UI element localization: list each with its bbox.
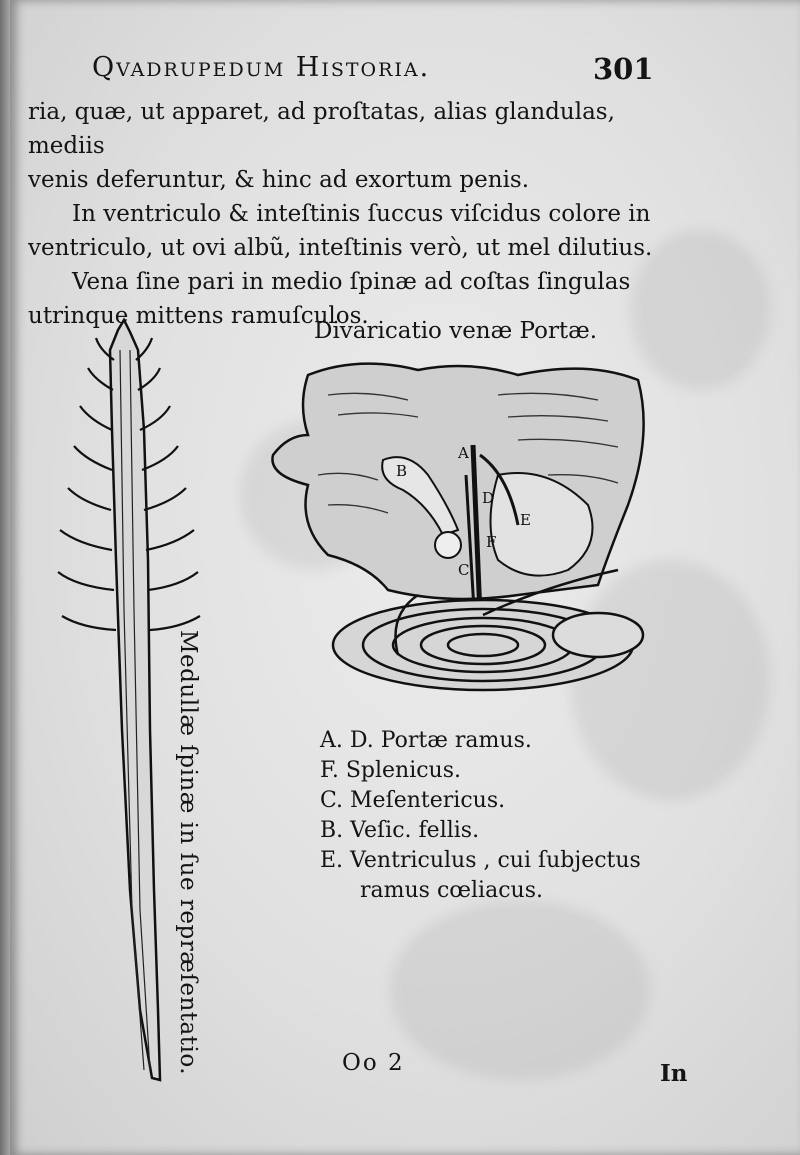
running-title: Qvadrupedum Historia. [92,52,431,83]
text-line: venis deferuntur, & hinc ad exortum penis. [28,167,530,193]
text-line: Vena ſine pari in medio ſpinæ ad coſtas ſingulas [72,269,631,295]
legend-item: A. D. Portæ ramus. [320,728,532,753]
text-line: In ventriculo & inteſtinis ſuccus viſcidus colore in [72,201,651,227]
body-text [28,95,668,333]
figure-letter-f: F [486,533,497,551]
page-number: 301 [593,52,654,86]
legend-item: E. Ventriculus , cui ſubjectus [320,848,641,873]
figure-letter-a: A [458,444,469,462]
text-line: utrinque mittens ramuſculos. [28,303,369,329]
spinal-cord-caption: Medullæ ſpinæ in ſue repræſentatio. [175,630,201,1076]
spinal-cord-illustration [40,310,260,1090]
text-line: ria, quæ, ut apparet, ad proſtatas, alias glandulas, mediis [28,99,615,159]
legend-item: F. Splenicus. [320,758,462,783]
figure-letter-e: E [520,511,531,529]
legend-item: B. Veſic. fellis. [320,818,480,843]
figure-legend [320,726,641,906]
legend-item: C. Meſentericus. [320,788,506,813]
legend-continuation: ramus cœliacus. [360,878,543,903]
figure-caption: Divaricatio venæ Portæ. [314,318,598,344]
figure-letter-d: D [482,489,495,507]
catchword: In [660,1060,688,1087]
text-line: ventriculo, ut ovi albũ, inteſtinis verò, ut mel dilutius. [28,235,653,261]
figure-letter-b: B [396,462,408,480]
portal-vein-illustration [268,355,658,715]
figure-letter-c: C [458,561,470,579]
signature-mark: Oo 2 [342,1050,405,1076]
